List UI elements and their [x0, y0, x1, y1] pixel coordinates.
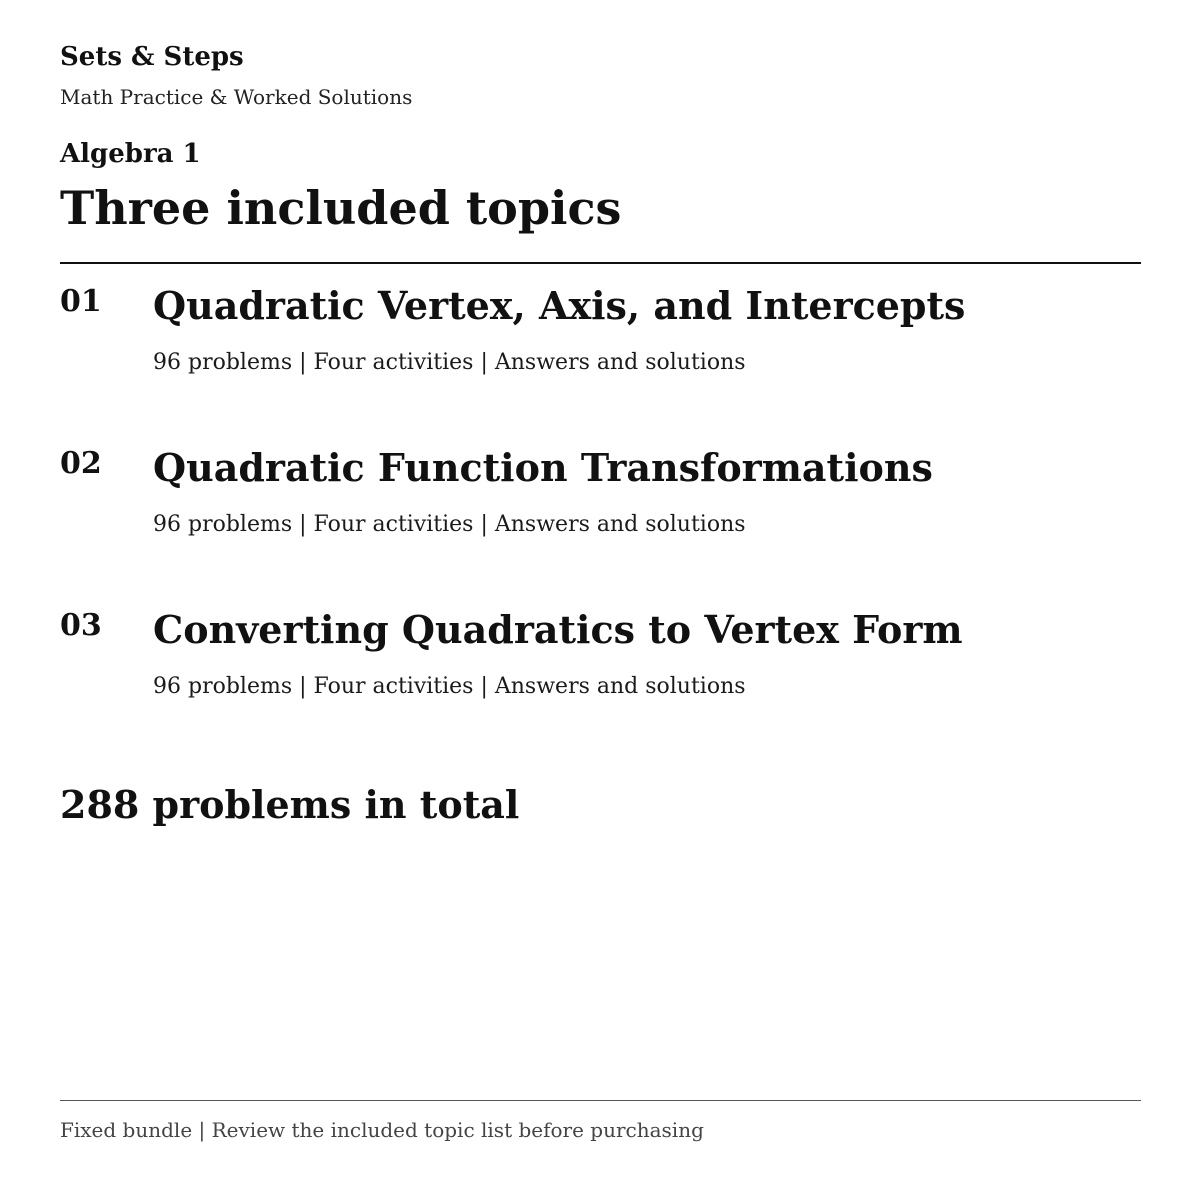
- topic-meta: 96 problems | Four activities | Answers and solutions: [153, 350, 746, 375]
- topic-title: Converting Quadratics to Vertex Form: [153, 607, 963, 652]
- topic-number: 02: [60, 446, 102, 481]
- topic-item: [60, 266, 1141, 386]
- bottom-divider: [60, 1100, 1141, 1101]
- subject-label: Algebra 1: [60, 139, 201, 169]
- topic-number: 03: [60, 608, 102, 643]
- brand-name: Sets & Steps: [60, 42, 244, 72]
- footer-note: Fixed bundle | Review the included topic list before purchasing: [60, 1118, 704, 1142]
- topic-title: Quadratic Function Transformations: [153, 445, 933, 490]
- topic-meta: 96 problems | Four activities | Answers and solutions: [153, 674, 746, 699]
- topic-item: [60, 590, 1141, 710]
- topic-title: Quadratic Vertex, Axis, and Intercepts: [153, 283, 966, 328]
- topic-item: [60, 428, 1141, 548]
- page-title: Three included topics: [60, 181, 622, 235]
- topic-number: 01: [60, 284, 102, 319]
- topic-meta: 96 problems | Four activities | Answers and solutions: [153, 512, 746, 537]
- brand-tagline: Math Practice & Worked Solutions: [60, 85, 413, 109]
- top-divider: [60, 262, 1141, 264]
- bundle-page: [60, 0, 1141, 1200]
- total-problems: 288 problems in total: [60, 782, 520, 827]
